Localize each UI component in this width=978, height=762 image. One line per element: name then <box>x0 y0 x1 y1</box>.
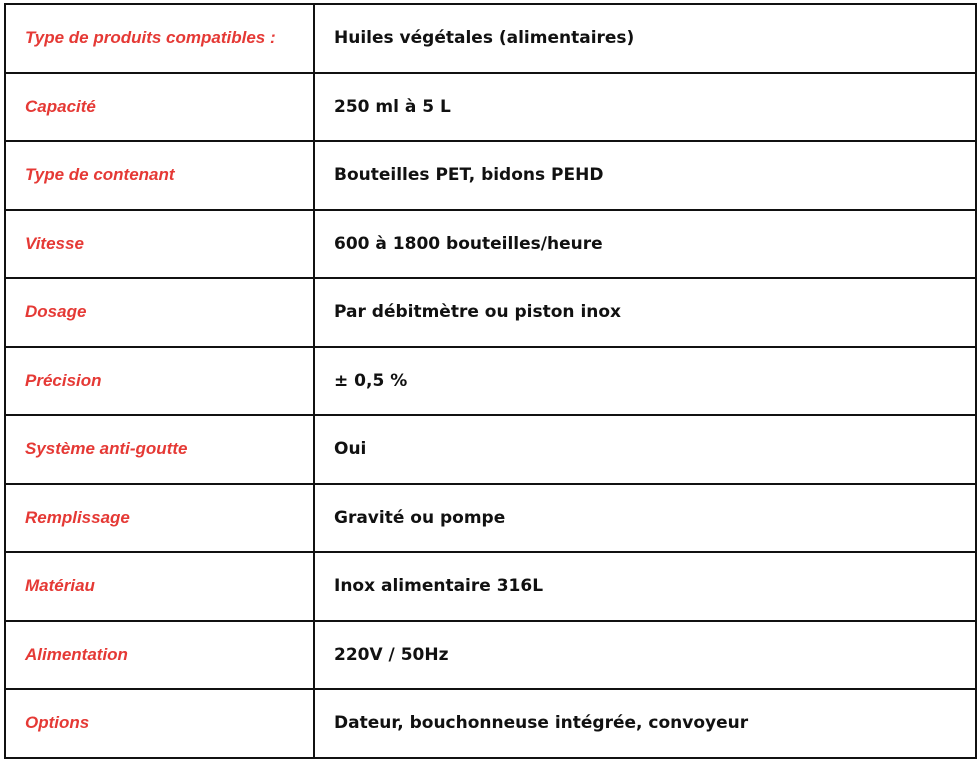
spec-value: 600 à 1800 bouteilles/heure <box>314 210 976 279</box>
spec-row-dosing <box>5 278 976 347</box>
spec-value: Inox alimentaire 316L <box>314 552 976 621</box>
spec-label: Dosage <box>5 278 314 347</box>
spec-label: Capacité <box>5 73 314 142</box>
spec-value: 220V / 50Hz <box>314 621 976 690</box>
spec-value: ± 0,5 % <box>314 347 976 416</box>
spec-value: 250 ml à 5 L <box>314 73 976 142</box>
spec-label: Précision <box>5 347 314 416</box>
specifications-table <box>4 3 977 759</box>
spec-label: Options <box>5 689 314 758</box>
spec-value: Oui <box>314 415 976 484</box>
spec-row-filling <box>5 484 976 553</box>
spec-row-container-type <box>5 141 976 210</box>
spec-label: Vitesse <box>5 210 314 279</box>
spec-row-speed <box>5 210 976 279</box>
spec-value: Par débitmètre ou piston inox <box>314 278 976 347</box>
spec-label: Alimentation <box>5 621 314 690</box>
spec-row-capacity <box>5 73 976 142</box>
spec-label: Type de produits compatibles : <box>5 4 314 73</box>
spec-value: Huiles végétales (alimentaires) <box>314 4 976 73</box>
spec-row-material <box>5 552 976 621</box>
spec-row-anti-drip <box>5 415 976 484</box>
spec-value: Gravité ou pompe <box>314 484 976 553</box>
spec-label: Type de contenant <box>5 141 314 210</box>
spec-row-power <box>5 621 976 690</box>
spec-value: Bouteilles PET, bidons PEHD <box>314 141 976 210</box>
spec-label: Remplissage <box>5 484 314 553</box>
spec-row-precision <box>5 347 976 416</box>
spec-value: Dateur, bouchonneuse intégrée, convoyeur <box>314 689 976 758</box>
spec-row-options <box>5 689 976 758</box>
spec-row-product-type <box>5 4 976 73</box>
spec-label: Système anti-goutte <box>5 415 314 484</box>
spec-label: Matériau <box>5 552 314 621</box>
